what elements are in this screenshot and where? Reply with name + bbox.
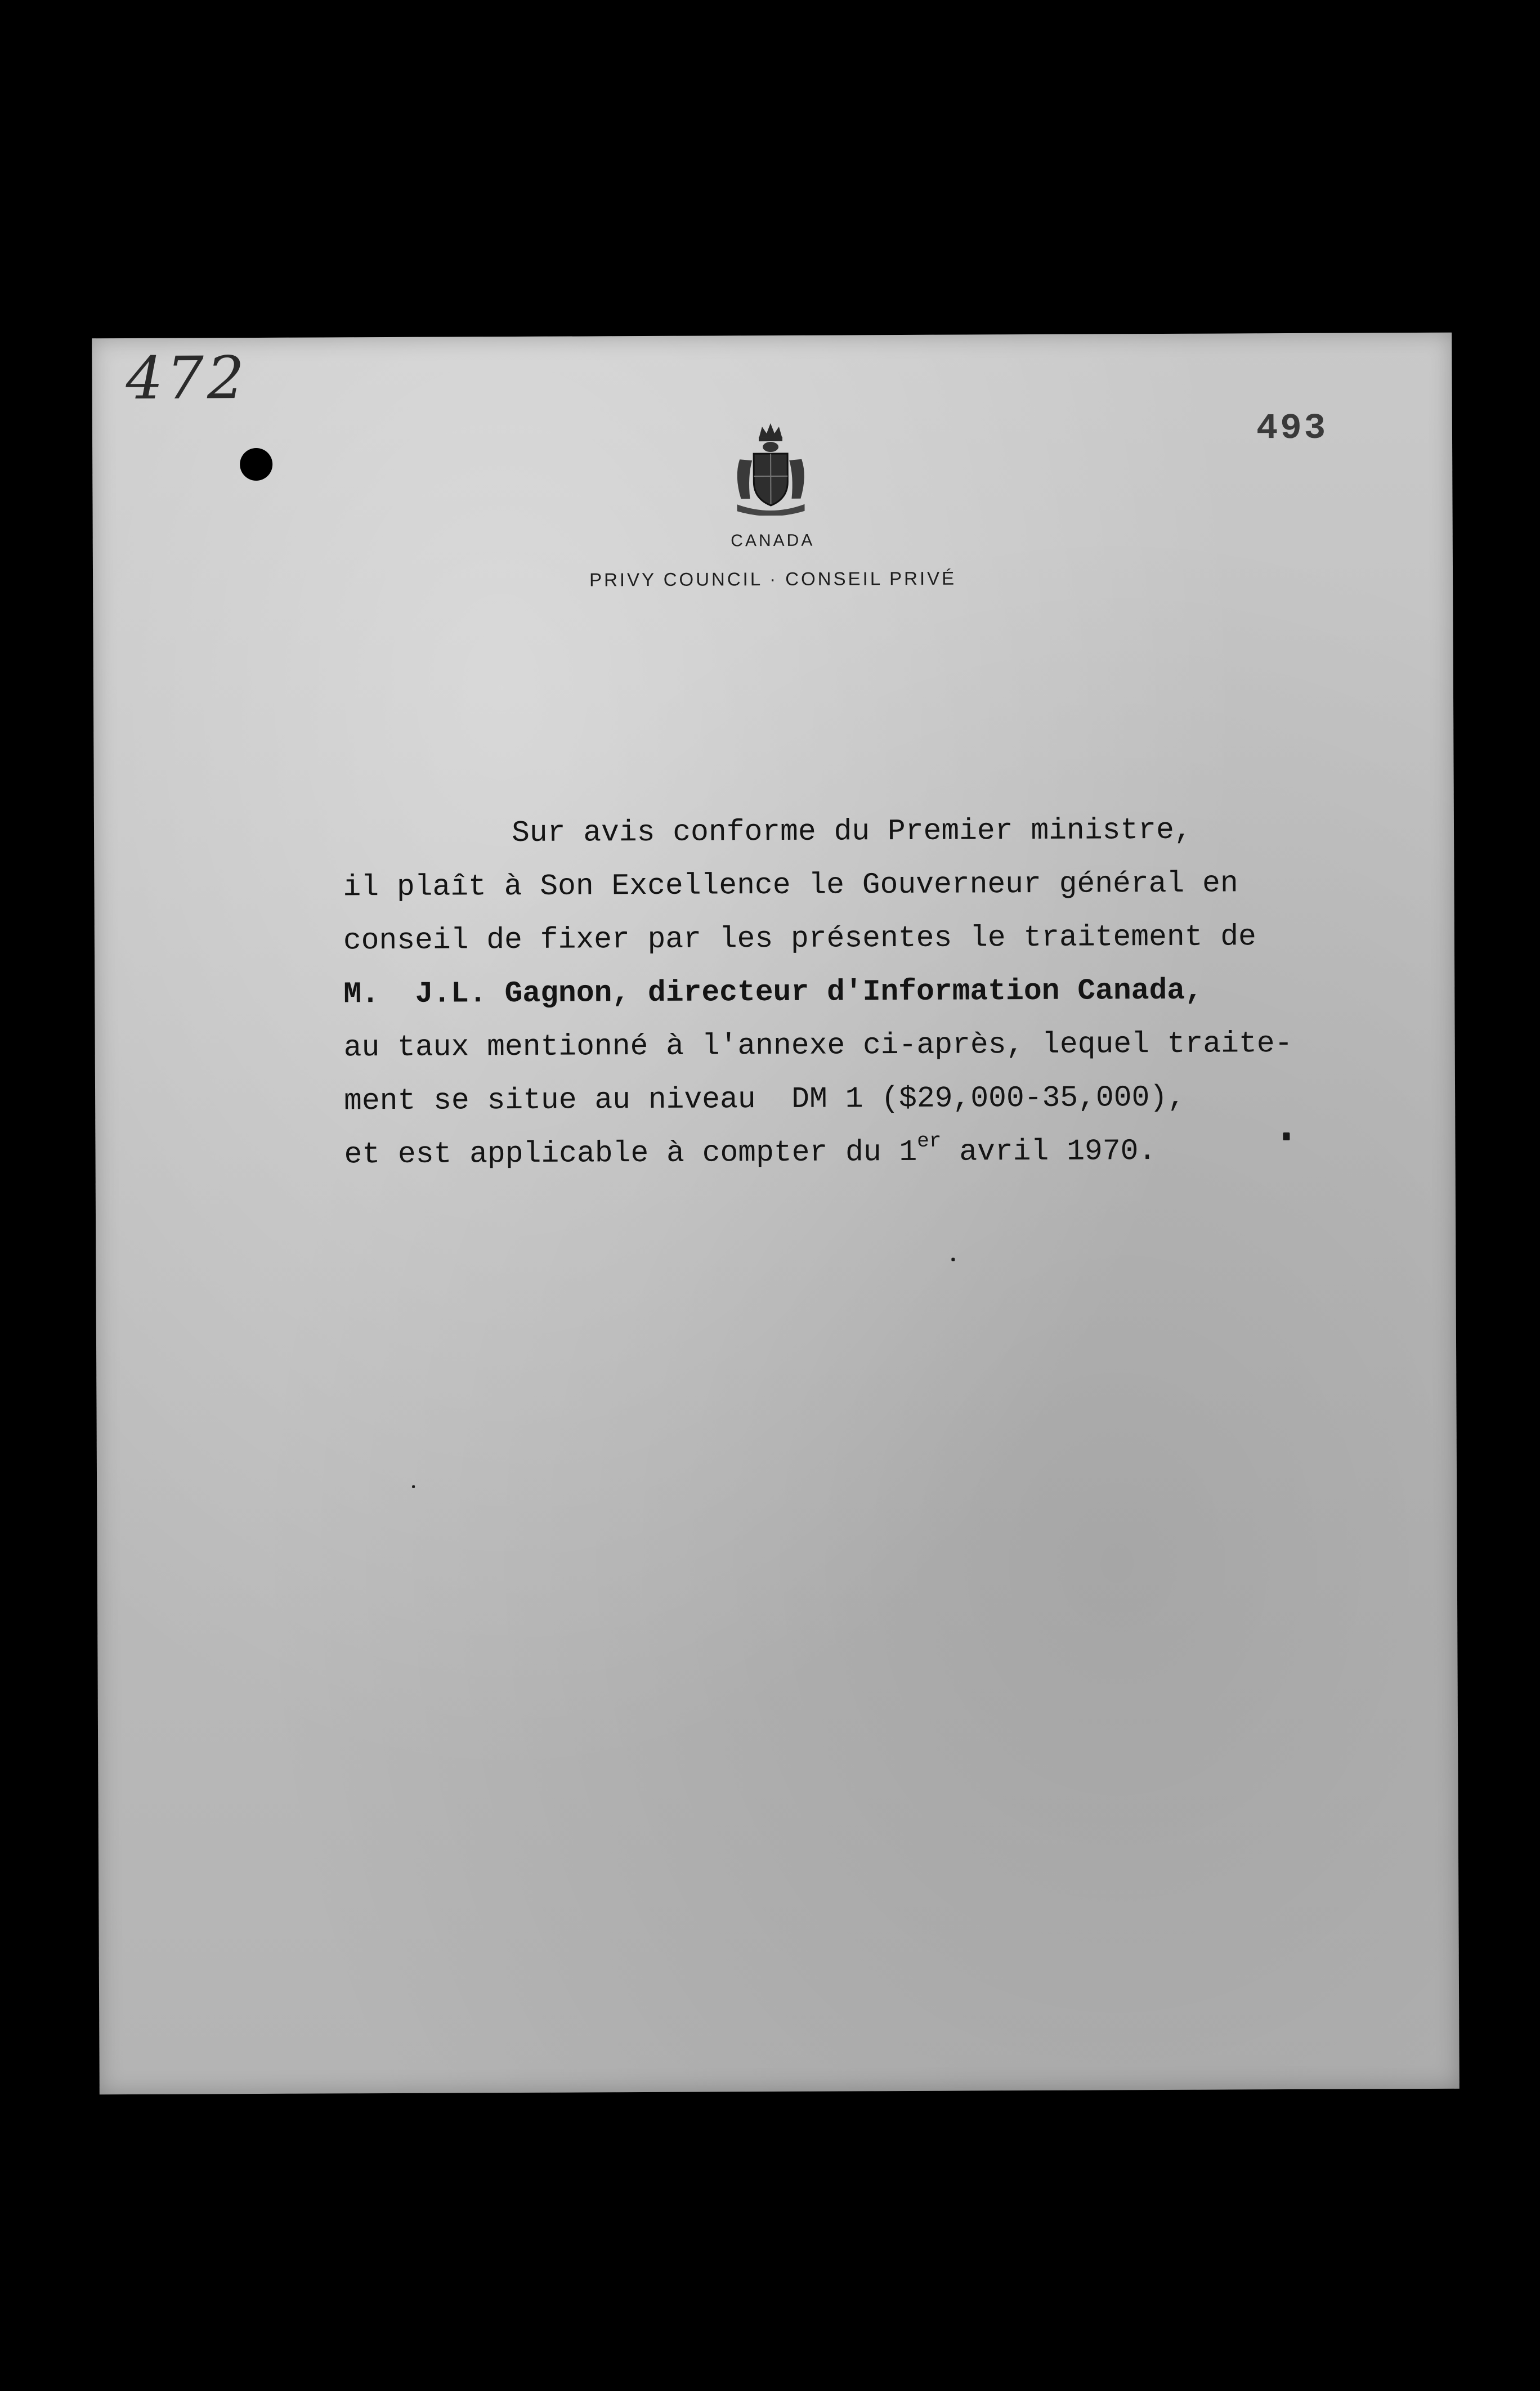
- punch-hole: [240, 448, 272, 481]
- handwritten-page-number: 472: [126, 343, 248, 413]
- order-line-3: conseil de fixer par les présentes le traitement de: [343, 920, 1257, 958]
- letterhead-country: CANADA: [731, 531, 815, 550]
- order-line-7: [344, 1124, 1346, 1182]
- coat-of-arms-icon: [728, 420, 813, 516]
- order-line-6: ment se situe au niveau DM 1 ($29,000-35,000),: [343, 1080, 1186, 1118]
- letterhead-council: PRIVY COUNCIL · CONSEIL PRIVÉ: [589, 567, 957, 590]
- scan-speck: [951, 1258, 955, 1261]
- order-line-2: il plaît à Son Excellence le Gouverneur général en: [343, 866, 1238, 905]
- ordinal-superscript: er: [917, 1129, 942, 1153]
- order-line-4: M. J.L. Gagnon, directeur d'Information Canada,: [343, 973, 1203, 1011]
- order-line-7-prefix: et est applicable à compter du 1: [344, 1135, 917, 1172]
- stamped-page-number: 493: [1256, 408, 1328, 450]
- scan-speck: [1283, 1132, 1290, 1140]
- order-line-7-suffix: avril 1970.: [941, 1134, 1157, 1169]
- order-text: [343, 803, 1346, 1182]
- order-line-5: au taux mentionné à l'annexe ci-après, lequel traite-: [343, 1026, 1293, 1065]
- order-line-1: Sur avis conforme du Premier ministre,: [511, 813, 1192, 850]
- scan-speck: [412, 1485, 415, 1488]
- document-sheet: [92, 333, 1460, 2095]
